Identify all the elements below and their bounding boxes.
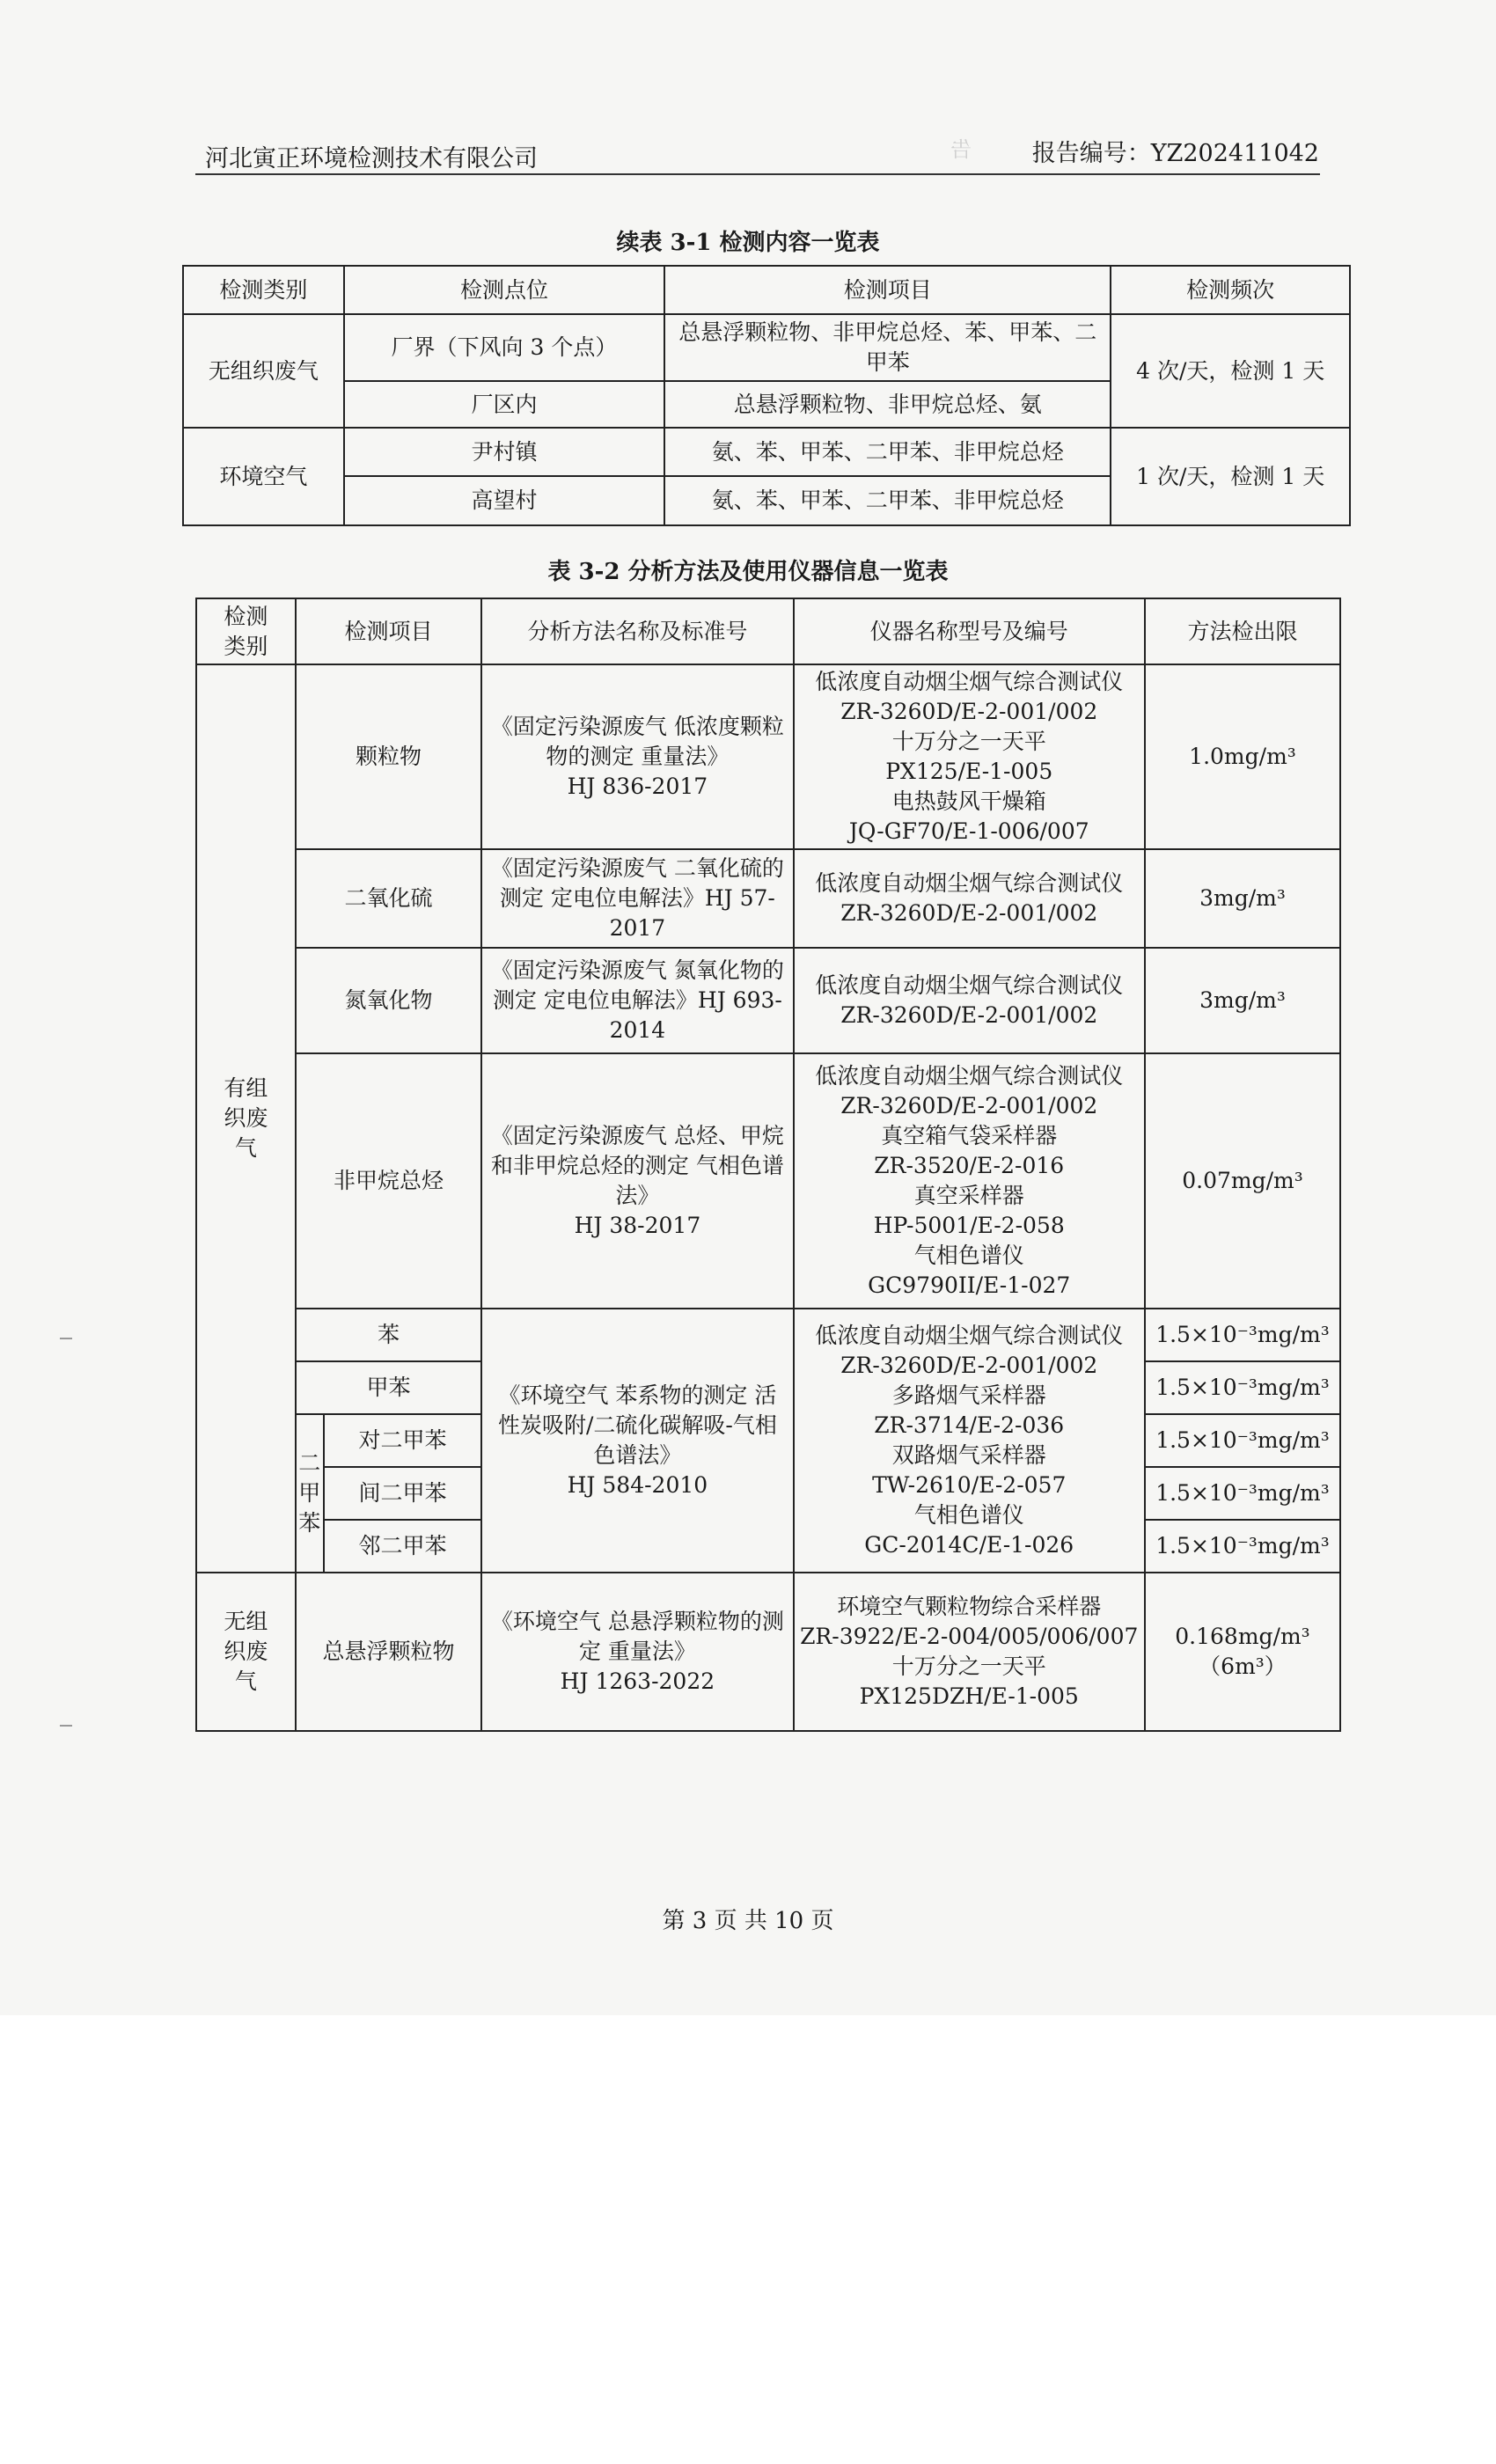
limit-cell: 0.07mg/m³ xyxy=(1145,1053,1340,1309)
table-row xyxy=(196,1309,1340,1361)
analysis-method-table xyxy=(195,598,1341,1732)
item-cell: 苯 xyxy=(296,1309,482,1361)
instrument-cell: 低浓度自动烟尘烟气综合测试仪 ZR-3260D/E-2-001/002 十万分之一天平 PX125/E-1-005 电热鼓风干燥箱 JQ-GF70/E-1-006/007 xyxy=(794,664,1145,849)
items-cell: 氨、苯、甲苯、二甲苯、非甲烷总烃 xyxy=(664,476,1111,525)
instrument-cell: 低浓度自动烟尘烟气综合测试仪 ZR-3260D/E-2-001/002 xyxy=(794,948,1145,1053)
item-cell: 对二甲苯 xyxy=(324,1414,482,1467)
limit-cell: 1.0mg/m³ xyxy=(1145,664,1340,849)
limit-cell: 3mg/m³ xyxy=(1145,948,1340,1053)
limit-cell: 1.5×10⁻³mg/m³ xyxy=(1145,1414,1340,1467)
table-row xyxy=(183,314,1350,381)
category-cell: 无组 织废 气 xyxy=(196,1573,296,1731)
table-header-row xyxy=(196,598,1340,664)
item-cell: 非甲烷总烃 xyxy=(296,1053,482,1309)
show-through-text: 告 xyxy=(950,137,972,162)
instrument-cell: 低浓度自动烟尘烟气综合测试仪 ZR-3260D/E-2-001/002 多路烟气采样器 ZR-3714/E-2-036 双路烟气采样器 TW-2610/E-2-057 气相色谱仪 GC-2014C/E-1-026 xyxy=(794,1309,1145,1573)
table-row xyxy=(196,948,1340,1053)
category-cell: 无组织废气 xyxy=(183,314,344,428)
item-cell: 邻二甲苯 xyxy=(324,1520,482,1573)
header-divider xyxy=(195,173,1320,175)
limit-cell: 1.5×10⁻³mg/m³ xyxy=(1145,1520,1340,1573)
header-cell: 检测 类别 xyxy=(196,598,296,664)
punch-mark xyxy=(60,1338,72,1339)
items-cell: 总悬浮颗粒物、非甲烷总烃、苯、甲苯、二甲苯 xyxy=(664,314,1111,381)
limit-cell: 3mg/m³ xyxy=(1145,849,1340,948)
table-header-row xyxy=(183,266,1350,314)
header-cell: 检测类别 xyxy=(183,266,344,314)
items-cell: 总悬浮颗粒物、非甲烷总烃、氨 xyxy=(664,381,1111,428)
item-cell: 颗粒物 xyxy=(296,664,482,849)
report-number: 报告编号：YZ202411042 xyxy=(1031,140,1319,167)
table-row xyxy=(183,428,1350,476)
category-cell: 环境空气 xyxy=(183,428,344,525)
location-cell: 尹村镇 xyxy=(344,428,664,476)
method-cell: 《固定污染源废气 总烃、甲烷和非甲烷总烃的测定 气相色谱法》 HJ 38-2017 xyxy=(481,1053,793,1309)
method-cell: 《环境空气 苯系物的测定 活性炭吸附/二硫化碳解吸-气相色谱法》 HJ 584-2010 xyxy=(481,1309,793,1573)
table-row xyxy=(196,849,1340,948)
instrument-cell: 低浓度自动烟尘烟气综合测试仪 ZR-3260D/E-2-001/002 xyxy=(794,849,1145,948)
method-cell: 《固定污染源废气 二氧化硫的测定 定电位电解法》HJ 57-2017 xyxy=(481,849,793,948)
item-cell: 间二甲苯 xyxy=(324,1467,482,1520)
limit-cell: 1.5×10⁻³mg/m³ xyxy=(1145,1467,1340,1520)
limit-cell: 1.5×10⁻³mg/m³ xyxy=(1145,1361,1340,1414)
category-cell: 有组 织废 气 xyxy=(196,664,296,1573)
table2-caption: 表 3-2 分析方法及使用仪器信息一览表 xyxy=(547,559,949,585)
company-name: 河北寅正环境检测技术有限公司 xyxy=(205,145,538,172)
limit-cell: 0.168mg/m³ （6m³） xyxy=(1145,1573,1340,1731)
item-cell: 氮氧化物 xyxy=(296,948,482,1053)
header-cell: 分析方法名称及标准号 xyxy=(481,598,793,664)
header-cell: 检测项目 xyxy=(296,598,482,664)
location-cell: 高望村 xyxy=(344,476,664,525)
header-cell: 检测项目 xyxy=(664,266,1111,314)
table-row xyxy=(196,1573,1340,1731)
location-cell: 厂区内 xyxy=(344,381,664,428)
item-cell: 总悬浮颗粒物 xyxy=(296,1573,482,1731)
items-cell: 氨、苯、甲苯、二甲苯、非甲烷总烃 xyxy=(664,428,1111,476)
header-cell: 检测频次 xyxy=(1111,266,1350,314)
instrument-cell: 环境空气颗粒物综合采样器 ZR-3922/E-2-004/005/006/007 十万分之一天平 PX125DZH/E-1-005 xyxy=(794,1573,1145,1731)
header-cell: 检测点位 xyxy=(344,266,664,314)
table-row xyxy=(196,1053,1340,1309)
punch-mark xyxy=(60,1725,72,1727)
table1-caption: 续表 3-1 检测内容一览表 xyxy=(616,230,880,256)
instrument-cell: 低浓度自动烟尘烟气综合测试仪 ZR-3260D/E-2-001/002 真空箱气袋采样器 ZR-3520/E-2-016 真空采样器 HP-5001/E-2-058 气相色谱仪 GC9790II/E-1-027 xyxy=(794,1053,1145,1309)
item-cell: 二氧化硫 xyxy=(296,849,482,948)
item-group-cell: 二 甲 苯 xyxy=(296,1414,324,1573)
method-cell: 《固定污染源废气 低浓度颗粒物的测定 重量法》 HJ 836-2017 xyxy=(481,664,793,849)
detection-content-table xyxy=(182,265,1351,526)
location-cell: 厂界（下风向 3 个点） xyxy=(344,314,664,381)
table-row xyxy=(196,664,1340,849)
item-cell: 甲苯 xyxy=(296,1361,482,1414)
header-cell: 方法检出限 xyxy=(1145,598,1340,664)
method-cell: 《环境空气 总悬浮颗粒物的测定 重量法》 HJ 1263-2022 xyxy=(481,1573,793,1731)
header-cell: 仪器名称型号及编号 xyxy=(794,598,1145,664)
limit-cell: 1.5×10⁻³mg/m³ xyxy=(1145,1309,1340,1361)
frequency-cell: 4 次/天，检测 1 天 xyxy=(1111,314,1350,428)
frequency-cell: 1 次/天，检测 1 天 xyxy=(1111,428,1350,525)
method-cell: 《固定污染源废气 氮氧化物的测定 定电位电解法》HJ 693-2014 xyxy=(481,948,793,1053)
page-number: 第 3 页 共 10 页 xyxy=(662,1908,834,1934)
